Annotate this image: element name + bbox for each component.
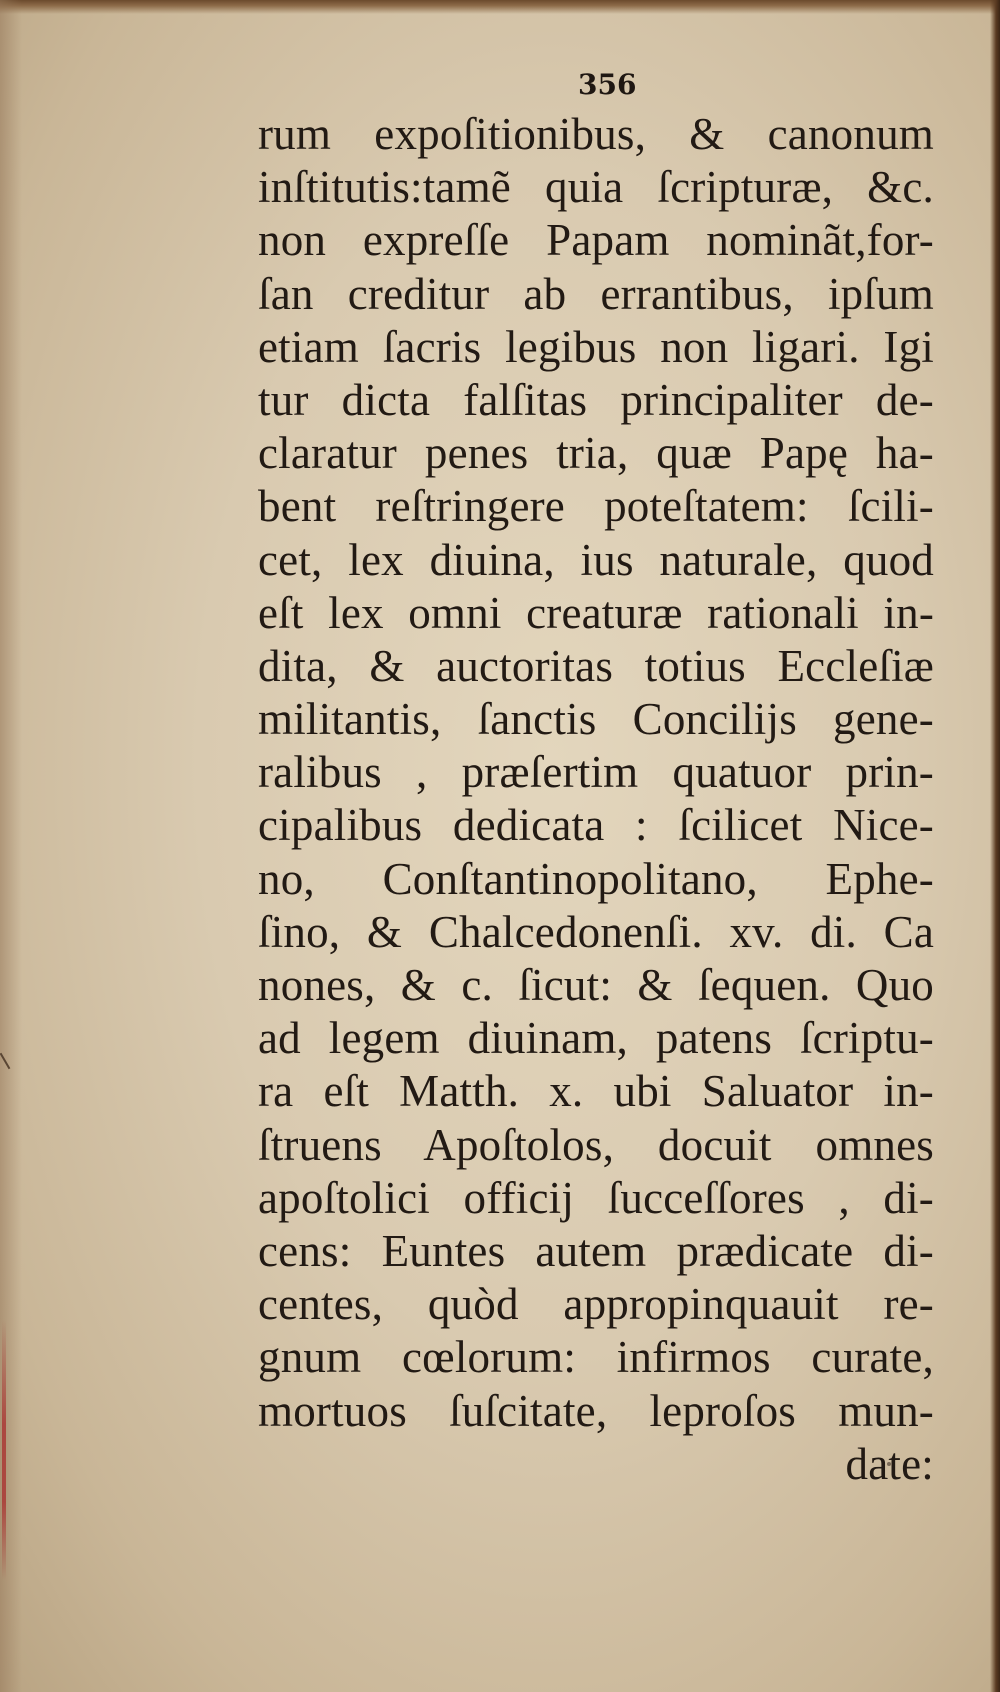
text-line: eſt lex omni creaturæ rationali in- xyxy=(258,587,934,638)
text-line: bent reſtringere poteſtatem: ſcili- xyxy=(258,481,934,532)
text-line: tur dicta falſitas principaliter de- xyxy=(258,374,934,425)
text-line: militantis, ſanctis Concilijs gene- xyxy=(258,694,934,745)
text-line: apoſtolici officij ſucceſſores , di- xyxy=(258,1172,934,1223)
page-top-edge xyxy=(0,0,1000,14)
text-line: ad legem diuinam, patens ſcriptu- xyxy=(258,1013,934,1064)
text-line: ralibus , præſertim quatuor prin- xyxy=(258,747,934,798)
text-line: ra eſt Matth. x. ubi Saluator in- xyxy=(258,1066,934,1117)
text-line: rum expoſitionibus, & canonum xyxy=(258,109,934,159)
text-line: cens: Euntes autem prædicate di- xyxy=(258,1225,934,1276)
page-right-edge xyxy=(990,0,1000,1692)
margin-stain xyxy=(2,1320,6,1580)
text-line: ſan creditur ab errantibus, ipſum xyxy=(258,268,934,319)
text-line: centes, quòd appropinquauit re- xyxy=(258,1279,934,1330)
text-line: dita, & auctoritas totius Eccleſiæ xyxy=(258,640,934,691)
text-line: etiam ſacris legibus non ligari. Igi xyxy=(258,321,934,372)
text-line: claratur penes tria, quæ Papę ha- xyxy=(258,428,934,479)
text-line: ſino, & Chalcedonenſi. xv. di. Ca xyxy=(258,906,934,957)
text-line: mortuos ſuſcitate, leproſos mun- xyxy=(258,1385,934,1436)
text-line: non expreſſe Papam nominãt,for- xyxy=(258,215,934,266)
text-line: no, Conſtantinopolitano, Ephe- xyxy=(258,853,934,904)
text-line: gnum cœlorum: infirmos curate, xyxy=(258,1332,934,1383)
text-line: cipalibus dedicata : ſcilicet Nice- xyxy=(258,800,934,851)
text-line: ſtruens Apoſtolos, docuit omnes xyxy=(258,1119,934,1170)
catchword: date: xyxy=(845,1438,934,1489)
text-line: cet, lex diuina, ius naturale, quod xyxy=(258,534,934,585)
text-line: inſtitutis:tamẽ quia ſcripturæ, &c. xyxy=(258,162,934,213)
page-number: 356 xyxy=(578,68,637,101)
text-line: nones, & c. ſicut: & ſequen. Quo xyxy=(258,960,934,1010)
body-text xyxy=(258,108,934,1491)
